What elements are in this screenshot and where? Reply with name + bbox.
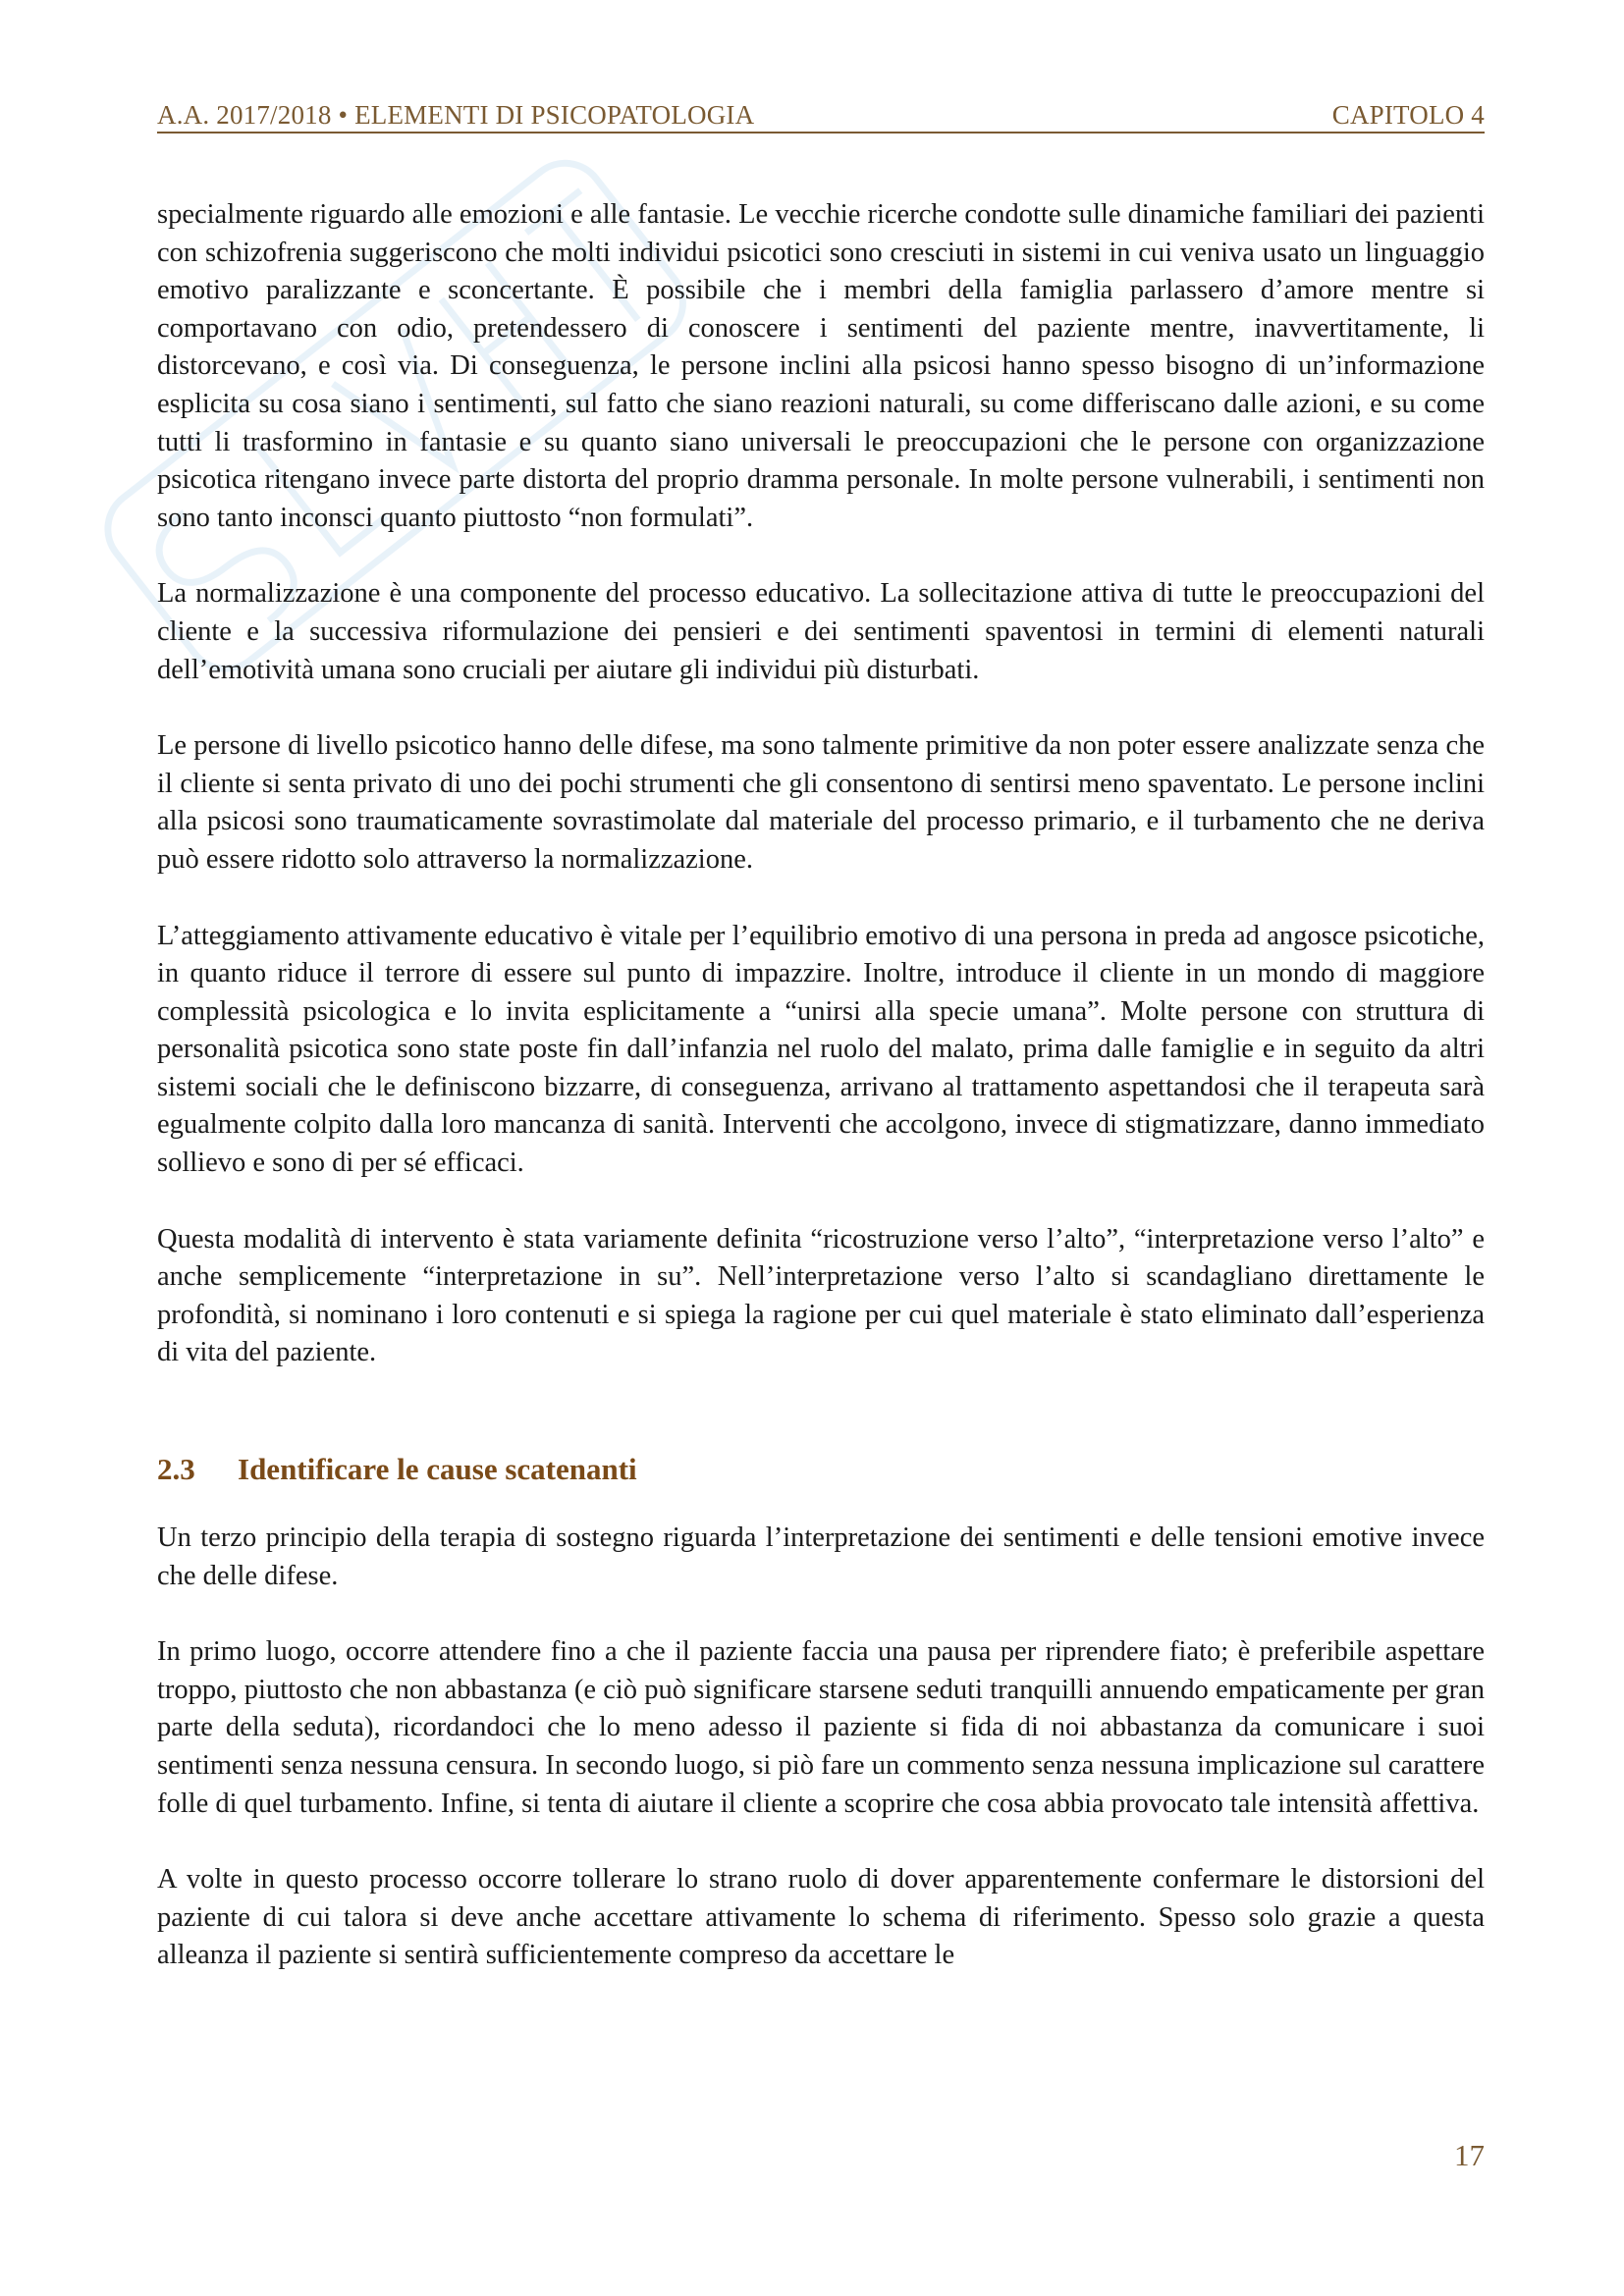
body-paragraph: L’atteggiamento attivamente educativo è vitale per l’equilibrio emotivo di una persona in preda ad angosce psicotiche, in quanto riduce il terrore di essere sul punto di impazzire. Inoltre, introduce il cliente in un mondo di maggiore complessità psicologica e lo invita esplicitamente a “unirsi alla specie umana”. Molte persone con struttura di personalità psicotica sono state poste fin dall’infanzia nel ruolo del malato, prima dalle famiglie e in seguito da altri sistemi sociali che le definiscono bizzarre, di conseguenza, arrivano al trattamento aspettandosi che il terapeuta sarà egualmente colpito dalla loro mancanza di sanità. Interventi che accolgono, invece di stigmatizzare, danno immediato sollievo e sono di per sé efficaci. xyxy=(157,920,1485,1179)
header-chapter: CAPITOLO 4 xyxy=(1331,100,1485,130)
section-paragraph: Un terzo principio della terapia di sostegno riguarda l’interpretazione dei sentimenti e delle tensioni emotive invece che delle difese. xyxy=(157,1522,1485,1591)
page-header xyxy=(157,94,1485,133)
body-paragraph: Questa modalità di intervento è stata variamente definita “ricostruzione verso l’alto”, “interpretazione verso l’alto” e anche semplicemente “interpretazione in su”. Nell’interpretazione verso l’alto si scandagliano direttamente le profondità, si nominano i loro contenuti e si spiega la ragione per cui quel materiale è stato eliminato dall’esperienza di vita del paziente. xyxy=(157,1223,1485,1368)
header-course-title: A.A. 2017/2018 • ELEMENTI DI PSICOPATOLOGIA xyxy=(157,100,755,130)
page-number: 17 xyxy=(1454,2138,1485,2172)
section-paragraph: In primo luogo, occorre attendere fino a che il paziente faccia una pausa per riprendere fiato; è preferibile aspettare troppo, piuttosto che non abbastanza (e ciò può significare starsene seduti tranquilli annuendo empaticamente per gran parte della seduta), ricordandoci che lo meno adesso il paziente si fida di noi abbastanza da comunicare i suoi sentimenti senza nessuna censura. In secondo luogo, si piò fare un commento senza nessuna implicazione sul carattere folle di quel turbamento. Infine, si tenta di aiutare il cliente a scoprire che cosa abbia provocato tale intensità affettiva. xyxy=(157,1636,1485,1819)
section-paragraph: A volte in questo processo occorre tollerare lo strano ruolo di dover apparentemente confermare le distorsioni del paziente di cui talora si deve anche accettare attivamente lo schema di riferimento. Spesso solo grazie a questa alleanza il paziente si sentirà sufficientemente compreso da accettare le xyxy=(157,1864,1485,1971)
section-title: Identificare le cause scatenanti xyxy=(238,1452,637,1487)
section-number: 2.3 xyxy=(157,1452,195,1487)
section-heading xyxy=(157,1450,1485,1489)
header-rule xyxy=(157,132,1485,133)
body-paragraph: La normalizzazione è una componente del processo educativo. La sollecitazione attiva di tutte le preoccupazioni del cliente e la successiva riformulazione dei pensieri e dei sentimenti spaventosi in termini di elementi naturali dell’emotività umana sono cruciali per aiutare gli individui più disturbati. xyxy=(157,578,1485,685)
body-paragraph: Le persone di livello psicotico hanno delle difese, ma sono talmente primitive da non poter essere analizzate senza che il cliente si senta privato di uno dei pochi strumenti che gli consentono di sentirsi meno spaventato. Le persone inclini alla psicosi sono traumaticamente sovrastimolate dal materiale del processo primario, e il turbamento che ne deriva può essere ridotto solo attraverso la normalizzazione. xyxy=(157,730,1485,875)
page-body xyxy=(157,196,1485,1975)
body-paragraph: specialmente riguardo alle emozioni e alle fantasie. Le vecchie ricerche condotte sulle dinamiche familiari dei pazienti con schizofrenia suggeriscono che molti individui psicotici sono cresciuti in sistemi in cui veniva usato un linguaggio emotivo paralizzante e sconcertante. È possibile che i membri della famiglia parlassero d’amore mentre si comportavano con odio, pretendessero di conoscere i sentimenti del paziente mentre, inavvertitamente, li distorcevano, e così via. Di conseguenza, le persone inclini alla psicosi hanno spesso bisogno di un’informazione esplicita su cosa siano i sentimenti, sul fatto che siano reazioni naturali, su come differiscano dalle azioni, e su come tutti li trasformino in fantasie e su quanto siano universali le preoccupazioni che le persone con organizzazione psicotica ritengano invece parte distorta del proprio dramma personale. In molte persone vulnerabili, i sentimenti non sono tanto inconsci quanto piuttosto “non formulati”. xyxy=(157,199,1485,533)
